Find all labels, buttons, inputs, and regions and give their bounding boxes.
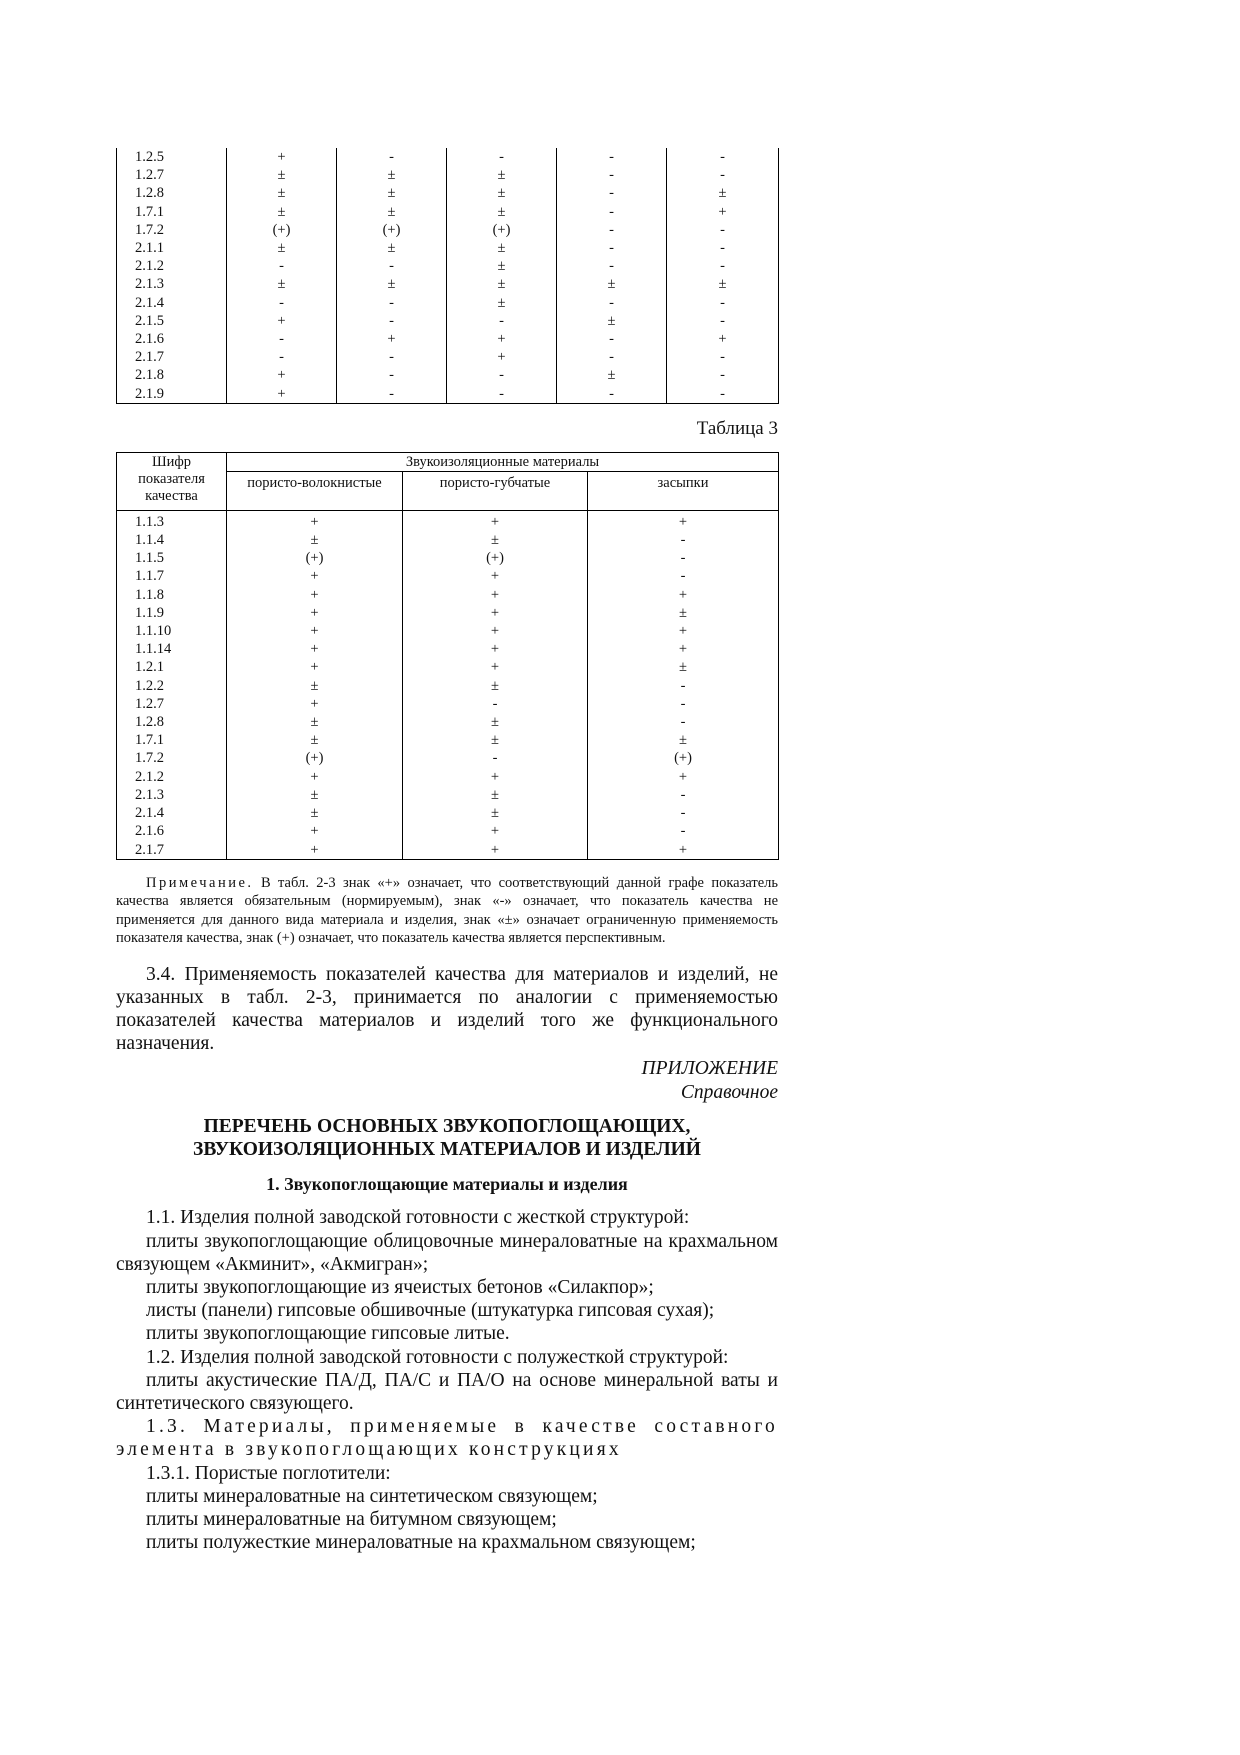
table-row — [117, 604, 779, 622]
code-cell: 2.1.1 — [117, 239, 227, 257]
value-cell: ± — [337, 184, 447, 202]
value-cell: + — [667, 203, 779, 221]
value-cell: (+) — [337, 221, 447, 239]
value-cell: + — [227, 658, 403, 676]
value-cell: + — [403, 768, 588, 786]
value-cell: + — [447, 330, 557, 348]
value-cell: - — [557, 330, 667, 348]
list-item: 1.2. Изделия полной заводской готовности с полужесткой структурой: — [146, 1346, 729, 1368]
code-cell: 1.2.8 — [117, 184, 227, 202]
value-cell: + — [227, 366, 337, 384]
table-row — [117, 822, 779, 840]
code-cell: 1.7.2 — [117, 221, 227, 239]
table-2-continuation — [116, 148, 779, 404]
value-cell: ± — [588, 658, 779, 676]
value-cell: (+) — [447, 221, 557, 239]
value-cell: ± — [337, 239, 447, 257]
value-cell: ± — [667, 275, 779, 293]
table-row — [117, 768, 779, 786]
value-cell: + — [227, 841, 403, 860]
value-cell: ± — [403, 804, 588, 822]
code-cell: 2.1.6 — [117, 330, 227, 348]
value-cell: - — [557, 257, 667, 275]
table-3-caption: Таблица 3 — [696, 417, 778, 439]
list-item: плиты минераловатные на битумном связующем; — [146, 1509, 557, 1531]
value-cell: ± — [403, 731, 588, 749]
materials-list — [116, 1206, 778, 1554]
value-cell: ± — [667, 184, 779, 202]
value-cell: ± — [403, 677, 588, 695]
code-cell: 1.1.14 — [117, 640, 227, 658]
value-cell: - — [557, 148, 667, 166]
value-cell: + — [403, 640, 588, 658]
list-item: плиты звукопоглощающие гипсовые литые. — [146, 1323, 510, 1345]
table-row — [117, 677, 779, 695]
value-cell: - — [403, 749, 588, 767]
table-row — [117, 567, 779, 585]
value-cell: ± — [227, 203, 337, 221]
code-cell: 2.1.4 — [117, 294, 227, 312]
table-row — [117, 713, 779, 731]
code-cell: 2.1.3 — [117, 786, 227, 804]
value-cell: + — [588, 622, 779, 640]
table-row — [117, 658, 779, 676]
value-cell: - — [557, 166, 667, 184]
value-cell: - — [588, 549, 779, 567]
value-cell: + — [403, 822, 588, 840]
value-cell: - — [667, 348, 779, 366]
value-cell: ± — [227, 166, 337, 184]
table-row — [117, 239, 779, 257]
value-cell: - — [588, 677, 779, 695]
table-row — [117, 348, 779, 366]
table-row — [117, 148, 779, 166]
table-row — [117, 841, 779, 860]
value-cell: - — [588, 804, 779, 822]
value-cell: ± — [337, 166, 447, 184]
value-cell: + — [588, 510, 779, 531]
value-cell: + — [403, 622, 588, 640]
value-cell: + — [403, 567, 588, 585]
value-cell: - — [588, 822, 779, 840]
list-item: плиты минераловатные на синтетическом связующем; — [146, 1485, 598, 1507]
value-cell: ± — [403, 786, 588, 804]
value-cell: - — [227, 257, 337, 275]
value-cell: ± — [447, 166, 557, 184]
value-cell: (+) — [227, 549, 403, 567]
value-cell: ± — [403, 531, 588, 549]
value-cell: ± — [227, 804, 403, 822]
table-row — [117, 221, 779, 239]
code-cell: 2.1.5 — [117, 312, 227, 330]
list-item: 1.3.1. Пористые поглотители: — [146, 1462, 391, 1484]
appendix-title: ПРИЛОЖЕНИЕ — [641, 1058, 778, 1080]
value-cell: + — [403, 658, 588, 676]
value-cell: ± — [227, 713, 403, 731]
value-cell: ± — [557, 312, 667, 330]
value-cell: - — [227, 348, 337, 366]
table-row — [117, 731, 779, 749]
table-row — [117, 257, 779, 275]
value-cell: - — [557, 239, 667, 257]
value-cell: + — [227, 695, 403, 713]
value-cell: + — [588, 586, 779, 604]
value-cell: - — [557, 203, 667, 221]
value-cell: - — [337, 366, 447, 384]
appendix-subtitle: Справочное — [680, 1082, 778, 1104]
code-cell: 2.1.8 — [117, 366, 227, 384]
value-cell: - — [403, 695, 588, 713]
code-cell: 2.1.3 — [117, 275, 227, 293]
value-cell: - — [447, 148, 557, 166]
value-cell: (+) — [588, 749, 779, 767]
value-cell: + — [588, 768, 779, 786]
table-row — [117, 366, 779, 384]
value-cell: ± — [447, 239, 557, 257]
code-cell: 2.1.2 — [117, 768, 227, 786]
value-cell: ± — [447, 294, 557, 312]
value-cell: ± — [227, 239, 337, 257]
code-cell: 1.2.1 — [117, 658, 227, 676]
value-cell: ± — [588, 604, 779, 622]
table-row — [117, 786, 779, 804]
code-cell: 2.1.7 — [117, 841, 227, 860]
document-page — [116, 148, 778, 1554]
value-cell: + — [403, 510, 588, 531]
value-cell: + — [227, 385, 337, 404]
table-row — [117, 695, 779, 713]
list-item: 1.3. Материалы, применяемые в качестве составного элемента в звукопоглощающих конструкциях — [116, 1416, 778, 1461]
value-cell: ± — [337, 275, 447, 293]
value-cell: ± — [227, 531, 403, 549]
value-cell: (+) — [227, 221, 337, 239]
value-cell: - — [227, 294, 337, 312]
value-cell: - — [588, 695, 779, 713]
table-row — [117, 549, 779, 567]
table-note — [116, 874, 778, 948]
table-3 — [116, 452, 779, 860]
value-cell: - — [557, 184, 667, 202]
table-row — [117, 622, 779, 640]
value-cell: ± — [557, 275, 667, 293]
code-cell: 1.7.2 — [117, 749, 227, 767]
value-cell: - — [227, 330, 337, 348]
column-header: пористо-волокнистые — [227, 471, 403, 510]
value-cell: ± — [337, 203, 447, 221]
value-cell: ± — [447, 257, 557, 275]
value-cell: - — [667, 294, 779, 312]
value-cell: + — [227, 510, 403, 531]
code-cell: 1.2.8 — [117, 713, 227, 731]
code-cell: 2.1.6 — [117, 822, 227, 840]
appendix-label — [116, 1057, 778, 1105]
value-cell: + — [227, 312, 337, 330]
group-header: Звукоизоляционные материалы — [227, 452, 779, 471]
table-row — [117, 330, 779, 348]
code-cell: 1.7.1 — [117, 731, 227, 749]
value-cell: + — [667, 330, 779, 348]
table-row — [117, 203, 779, 221]
code-cell: 1.2.2 — [117, 677, 227, 695]
code-cell: 1.1.8 — [117, 586, 227, 604]
code-cell: 1.1.9 — [117, 604, 227, 622]
value-cell: + — [227, 148, 337, 166]
code-cell: 1.1.3 — [117, 510, 227, 531]
value-cell: ± — [588, 731, 779, 749]
value-cell: - — [557, 385, 667, 404]
table-row — [117, 531, 779, 549]
code-cell: 2.1.2 — [117, 257, 227, 275]
note-text: В табл. 2-3 знак «+» означает, что соответствующий данной графе показатель качества является обязательным (нормируемым), знак «-» означает, что показатель качества не применяется для данного вида материала и изделия, знак «±» означает ограниченную применяемость показателя качества, знак (+) означает, что показатель качества является перспективным. — [116, 874, 779, 947]
code-cell: 1.1.10 — [117, 622, 227, 640]
value-cell: + — [227, 567, 403, 585]
code-cell: 2.1.7 — [117, 348, 227, 366]
main-title-line-2: ЗВУКОИЗОЛЯЦИОННЫХ МАТЕРИАЛОВ И ИЗДЕЛИЙ — [193, 1139, 701, 1161]
column-header: пористо-губчатые — [403, 471, 588, 510]
table-row — [117, 166, 779, 184]
code-column-header: Шифр показателя качества — [117, 452, 227, 510]
value-cell: - — [337, 348, 447, 366]
code-cell: 1.1.4 — [117, 531, 227, 549]
value-cell: + — [227, 604, 403, 622]
code-cell: 1.2.7 — [117, 695, 227, 713]
value-cell: - — [447, 312, 557, 330]
value-cell: - — [588, 713, 779, 731]
value-cell: - — [557, 221, 667, 239]
value-cell: ± — [227, 184, 337, 202]
value-cell: ± — [227, 677, 403, 695]
value-cell: - — [447, 366, 557, 384]
table-row — [117, 510, 779, 531]
value-cell: - — [667, 257, 779, 275]
value-cell: ± — [447, 184, 557, 202]
value-cell: - — [667, 148, 779, 166]
table-row — [117, 804, 779, 822]
table-row — [117, 184, 779, 202]
list-item: 1.1. Изделия полной заводской готовности с жесткой структурой: — [146, 1207, 690, 1229]
list-item: листы (панели) гипсовые обшивочные (штукатурка гипсовая сухая); — [146, 1300, 715, 1322]
value-cell: + — [403, 586, 588, 604]
value-cell: ± — [447, 275, 557, 293]
code-cell: 1.2.5 — [117, 148, 227, 166]
list-item: плиты полужесткие минераловатные на крахмальном связующем; — [146, 1532, 696, 1554]
table-row — [117, 749, 779, 767]
table-row — [117, 640, 779, 658]
value-cell: - — [557, 348, 667, 366]
code-cell: 1.1.5 — [117, 549, 227, 567]
value-cell: + — [403, 604, 588, 622]
list-item: плиты звукопоглощающие облицовочные минераловатные на крахмальном связующем «Акминит», «Акмигран»; — [116, 1230, 778, 1275]
value-cell: - — [337, 294, 447, 312]
value-cell: - — [667, 366, 779, 384]
value-cell: ± — [227, 731, 403, 749]
value-cell: ± — [227, 786, 403, 804]
value-cell: + — [447, 348, 557, 366]
code-cell: 1.1.7 — [117, 567, 227, 585]
list-item: плиты звукопоглощающие из ячеистых бетонов «Силакпор»; — [146, 1277, 654, 1298]
main-title — [116, 1115, 778, 1161]
value-cell: ± — [557, 366, 667, 384]
column-header: засыпки — [588, 471, 779, 510]
value-cell: + — [227, 822, 403, 840]
value-cell: + — [403, 841, 588, 860]
value-cell: - — [447, 385, 557, 404]
value-cell: + — [227, 622, 403, 640]
section-title: 1. Звукопоглощающие материалы и изделия — [266, 1174, 628, 1195]
value-cell: + — [227, 768, 403, 786]
paragraph-3-4: 3.4. Применяемость показателей качества для материалов и изделий, не указанных в табл. 2-3, принимается по аналогии с применяемостью показателей качества материалов и изделий того же функционального назначения. — [116, 963, 778, 1055]
table-row — [117, 385, 779, 404]
list-item: плиты акустические ПА/Д, ПА/С и ПА/О на основе минеральной ваты и синтетического связующего. — [116, 1369, 778, 1415]
code-cell: 2.1.4 — [117, 804, 227, 822]
value-cell: ± — [447, 203, 557, 221]
value-cell: - — [337, 312, 447, 330]
value-cell: - — [588, 786, 779, 804]
value-cell: - — [337, 385, 447, 404]
value-cell: - — [667, 239, 779, 257]
value-cell: + — [588, 640, 779, 658]
value-cell: - — [588, 567, 779, 585]
value-cell: ± — [227, 275, 337, 293]
code-cell: 2.1.9 — [117, 385, 227, 404]
code-cell: 1.2.7 — [117, 166, 227, 184]
value-cell: + — [227, 586, 403, 604]
main-title-line-1: ПЕРЕЧЕНЬ ОСНОВНЫХ ЗВУКОПОГЛОЩАЮЩИХ, — [203, 1116, 691, 1138]
code-cell: 1.7.1 — [117, 203, 227, 221]
value-cell: + — [337, 330, 447, 348]
value-cell: - — [337, 148, 447, 166]
table-row — [117, 312, 779, 330]
value-cell: - — [337, 257, 447, 275]
value-cell: + — [227, 640, 403, 658]
value-cell: - — [588, 531, 779, 549]
value-cell: - — [667, 221, 779, 239]
value-cell: + — [588, 841, 779, 860]
table-row — [117, 586, 779, 604]
table-row — [117, 294, 779, 312]
value-cell: (+) — [403, 549, 588, 567]
value-cell: ± — [403, 713, 588, 731]
note-label: Примечание. — [146, 874, 254, 891]
value-cell: - — [667, 385, 779, 404]
value-cell: (+) — [227, 749, 403, 767]
value-cell: - — [667, 166, 779, 184]
table-row — [117, 275, 779, 293]
value-cell: - — [667, 312, 779, 330]
value-cell: - — [557, 294, 667, 312]
